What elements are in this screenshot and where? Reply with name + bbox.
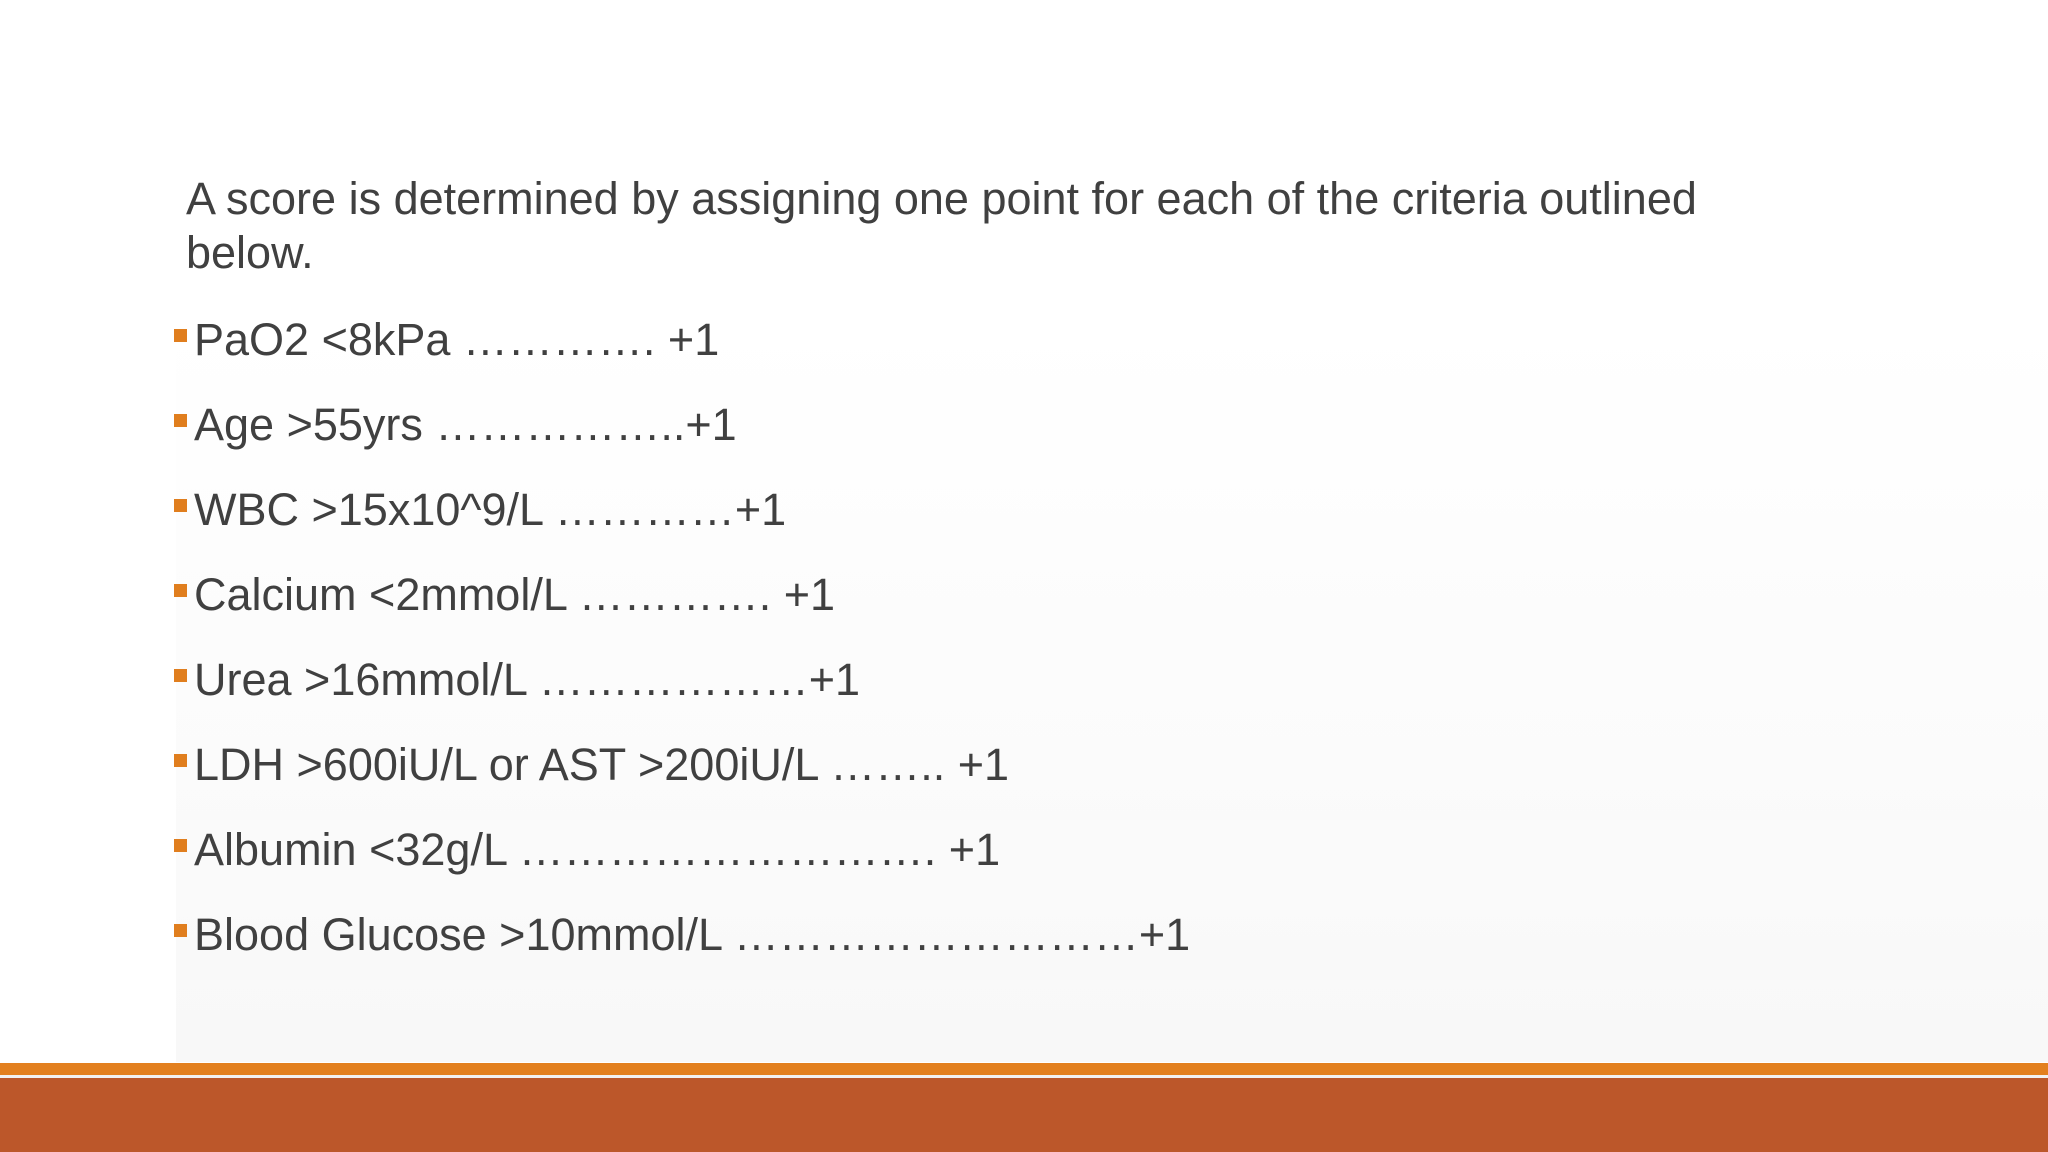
list-item xyxy=(174,397,1190,482)
list-item xyxy=(174,482,1190,567)
square-bullet-icon xyxy=(174,839,187,852)
criterion-text: PaO2 <8kPa …………. +1 xyxy=(194,314,720,365)
square-bullet-icon xyxy=(174,754,187,767)
criteria-list xyxy=(174,312,1190,992)
list-item xyxy=(174,652,1190,737)
list-item xyxy=(174,822,1190,907)
square-bullet-icon xyxy=(174,414,187,427)
criterion-text: Albumin <32g/L ………………………. +1 xyxy=(194,824,1001,875)
square-bullet-icon xyxy=(174,669,187,682)
square-bullet-icon xyxy=(174,924,187,937)
square-bullet-icon xyxy=(174,499,187,512)
criterion-text: Blood Glucose >10mmol/L ………………………+1 xyxy=(194,909,1191,960)
list-item xyxy=(174,567,1190,652)
footer-accent-band xyxy=(0,1063,2048,1075)
footer-band xyxy=(0,1078,2048,1152)
square-bullet-icon xyxy=(174,329,187,342)
list-item xyxy=(174,312,1190,397)
criterion-text: LDH >600iU/L or AST >200iU/L …….. +1 xyxy=(194,739,1010,790)
list-item xyxy=(174,737,1190,822)
criterion-text: WBC >15x10^9/L …………+1 xyxy=(194,484,787,535)
criterion-text: Age >55yrs ……………..+1 xyxy=(194,399,737,450)
list-item xyxy=(174,907,1190,992)
square-bullet-icon xyxy=(174,584,187,597)
intro-text: A score is determined by assigning one point for each of the criteria outlined below. xyxy=(186,173,1697,278)
criterion-text: Urea >16mmol/L ………………+1 xyxy=(194,654,861,705)
criterion-text: Calcium <2mmol/L …………. +1 xyxy=(194,569,836,620)
